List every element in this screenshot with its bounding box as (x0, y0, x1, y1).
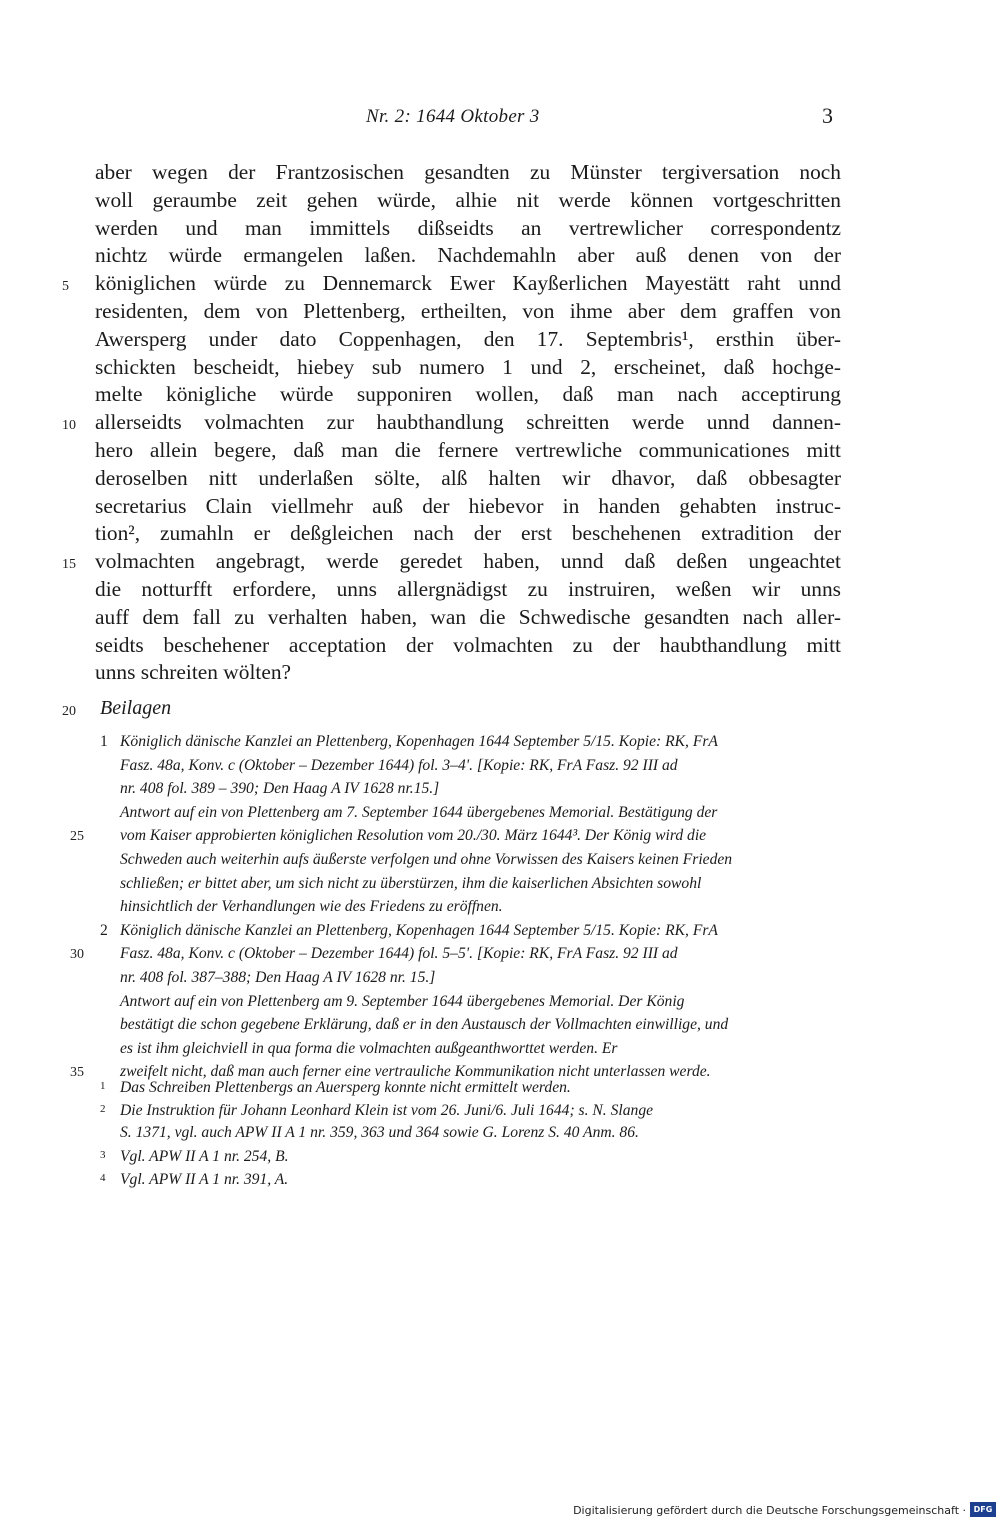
footnote-text: S. 1371, vgl. auch APW II A 1 nr. 359, 363 und 364 sowie G. Lorenz S. 40 Anm. 86. (120, 1124, 639, 1141)
text-line: nichtz würde ermangelen laßen. Nachdemahln aber auß denen von der (95, 243, 841, 268)
enclosure-line (100, 942, 850, 966)
enclosure-line (100, 848, 850, 872)
text-line: allerseidts volmachten zur haubthandlung schreitten werde unnd dannen- (95, 410, 841, 435)
enclosure-text: Fasz. 48a, Konv. c (Oktober – Dezember 1644) fol. 3–4'. [Kopie: RK, FrA Fasz. 92 III ad (120, 756, 678, 774)
footnote-line (100, 1075, 860, 1098)
text-line: schickten bescheidt, hiebey sub numero 1 und 2, erscheinet, daß hochge- (95, 354, 841, 379)
footnote-line (100, 1167, 860, 1190)
enclosure-text: Fasz. 48a, Konv. c (Oktober – Dezember 1644) fol. 5–5'. [Kopie: RK, FrA Fasz. 92 III ad (120, 945, 678, 963)
text-line: tion², zumahln er deßgleichen nach der erst beschehenen extradition der (95, 521, 841, 546)
enclosure-line (100, 919, 850, 943)
text-line: unns schreiten wölten? (95, 660, 292, 685)
text-line: seidts beschehener acceptation der volmachten zu der haubthandlung mitt (95, 632, 841, 657)
enclosure-line (100, 777, 850, 801)
enclosure-text: nr. 408 fol. 389 – 390; Den Haag A IV 1628 nr.15.] (120, 780, 440, 798)
text-line: aber wegen der Frantzosischen gesandten zu Münster tergiversation noch (95, 160, 841, 184)
enclosure-line (100, 872, 850, 896)
line-number: 25 (70, 829, 84, 845)
enclosures-heading: Beilagen (100, 697, 172, 719)
page-header (0, 103, 1000, 133)
enclosure-text: Schweden auch weiterhin aufs äußerste verfolgen und ohne Vorwissen des Kaisers keinen Frieden (120, 850, 733, 868)
enclosure-text: Königlich dänische Kanzlei an Plettenberg, Kopenhagen 1644 September 5/15. Kopie: RK, FrA (120, 921, 718, 939)
footnote-mark: 3 (100, 1149, 106, 1161)
footnote-text: Das Schreiben Plettenbergs an Auersperg konnte nicht ermittelt werden. (120, 1079, 571, 1096)
text-line: secretarius Clain viellmehr auß der hiebevor in handen gehabten instruc- (95, 493, 841, 518)
footnote-mark: 1 (100, 1080, 106, 1092)
line-number: 35 (70, 1065, 84, 1081)
line-number: 10 (62, 418, 76, 434)
enclosure-text: schließen; er bittet aber, um sich nicht zu überstürzen, ihm die kaiserlichen Absichten sowohl (120, 874, 702, 892)
enclosure-line (100, 801, 850, 825)
enclosure-line (100, 730, 850, 754)
line-number: 15 (62, 557, 76, 573)
enclosure-line (100, 895, 850, 919)
footnote-mark: 2 (100, 1103, 106, 1115)
enclosure-text: zweifelt nicht, daß man auch ferner eine vertrauliche Kommunikation nicht unterlassen werde. (120, 1063, 711, 1081)
main-text-block (95, 159, 841, 687)
text-line: werden und man immittels dißseidts an vertrewlicher correspondentz (95, 215, 841, 240)
footnotes-block (100, 1075, 860, 1190)
text-line: deroselben nitt underlaßen sölte, alß halten wir dhavor, daß obbesagter (95, 465, 841, 490)
footnote-line (100, 1098, 860, 1121)
enclosure-text: Königlich dänische Kanzlei an Plettenberg, Kopenhagen 1644 September 5/15. Kopie: RK, FrA (120, 733, 718, 750)
line-number: 30 (70, 947, 84, 963)
enclosures-block (100, 730, 850, 1084)
enclosure-text: vom Kaiser approbierten königlichen Resolution vom 20./30. März 1644³. Der König wird die (120, 827, 707, 845)
dfg-logo-icon: DFG (970, 1502, 996, 1517)
footnote-text: Die Instruktion für Johann Leonhard Klein ist vom 26. Juni/6. Juli 1644; s. N. Slange (120, 1102, 654, 1119)
enclosure-number: 2 (100, 921, 108, 939)
footer-credit: Digitalisierung gefördert durch die Deutsche Forschungsgemeinschaft · (573, 1504, 966, 1517)
enclosure-line (100, 966, 850, 990)
text-line: hero allein begere, daß man die fernere vertrewliche communicationes mitt (95, 437, 841, 462)
page-number: 3 (822, 103, 833, 128)
enclosure-line (100, 990, 850, 1014)
line-number: 20 (62, 704, 76, 719)
enclosure-text: nr. 408 fol. 387–388; Den Haag A IV 1628 nr. 15.] (120, 968, 436, 986)
text-line: residenten, dem von Plettenberg, ertheilten, von ihme aber dem graffen von (95, 298, 841, 323)
text-line: volmachten angebragt, werde geredet haben, unnd daß deßen ungeachtet (95, 549, 841, 574)
enclosure-text: es ist ihm gleichviell in qua forma die volmachten außgeanthworttet werden. Er (120, 1039, 618, 1057)
footnote-text: Vgl. APW II A 1 nr. 391, A. (120, 1171, 289, 1188)
enclosure-text: Antwort auf ein von Plettenberg am 7. September 1644 übergebenes Memorial. Bestätigung der (120, 803, 718, 821)
text-line: Awersperg under dato Coppenhagen, den 17. Septembris¹, ersthin über- (95, 326, 841, 351)
enclosure-text: Antwort auf ein von Plettenberg am 9. September 1644 übergebenes Memorial. Der König (120, 992, 685, 1010)
footnote-text: Vgl. APW II A 1 nr. 254, B. (120, 1148, 289, 1165)
footnote-line (100, 1121, 860, 1144)
text-line: melte königliche würde supponiren wollen, daß man nach acceptirung (95, 382, 841, 407)
enclosure-text: bestätigt die schon gegebene Erklärung, daß er in den Austausch der Vollmachten einwillige, und (120, 1016, 729, 1034)
line-number: 5 (62, 279, 69, 295)
enclosure-line (100, 1013, 850, 1037)
enclosure-line (100, 824, 850, 848)
text-line: königlichen würde zu Dennemarck Ewer Kayßerlichen Mayestätt raht unnd (95, 271, 841, 296)
running-head: Nr. 2: 1644 Oktober 3 (366, 106, 540, 127)
enclosure-number: 1 (100, 733, 108, 750)
footnote-mark: 4 (100, 1172, 106, 1184)
footnote-line (100, 1144, 860, 1167)
text-line: woll geraumbe zeit gehen würde, alhie nit werde können vortgeschritten (95, 187, 841, 212)
enclosure-line (100, 1037, 850, 1061)
enclosure-line (100, 754, 850, 778)
text-line: auff dem fall zu verhalten haben, wan die Schwedische gesandten nach aller- (95, 604, 841, 629)
text-line: die notturfft erfordere, unns allergnädigst zu instruiren, weßen wir unns (95, 576, 841, 601)
enclosure-text: hinsichtlich der Verhandlungen wie des Friedens zu eröffnen. (120, 898, 503, 916)
footer-bar (0, 1498, 1000, 1525)
